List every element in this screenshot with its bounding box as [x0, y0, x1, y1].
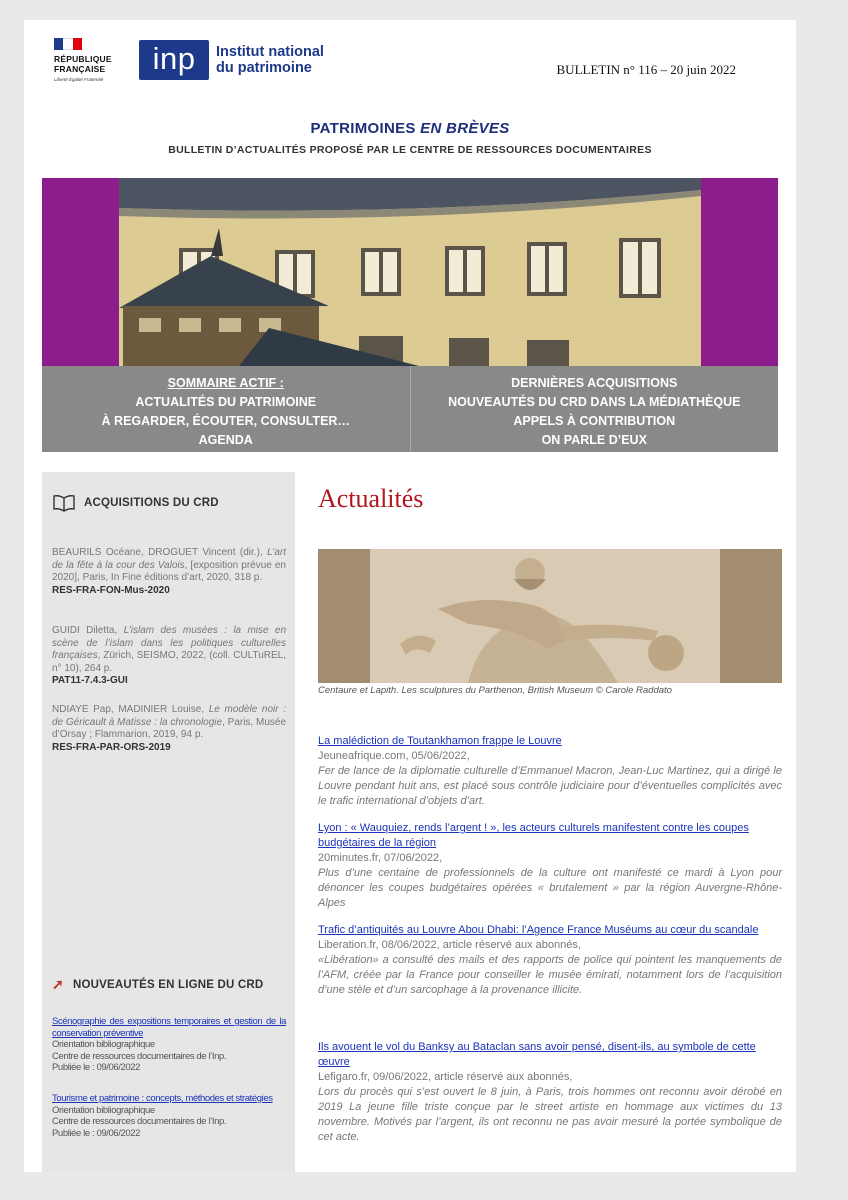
nouveautes-heading [52, 976, 263, 993]
article-source: Lefigaro.fr, 09/06/2022, article réservé aux abonnés, [318, 1071, 573, 1083]
nav-regarder-link[interactable]: À REGARDER, ÉCOUTER, CONSULTER… [101, 414, 350, 428]
bulletin-number: BULLETIN n° 116 – 20 juin 2022 [556, 62, 736, 77]
nouveaute-link[interactable]: Scénographie des expositions temporaires et gestion de la conservation préventive [52, 1016, 286, 1039]
republique-francaise-logo [54, 38, 124, 82]
rf-motto: Liberté Égalité Fraternité [54, 77, 104, 82]
summary-nav-left [42, 366, 410, 452]
acquisition-item [52, 625, 286, 688]
courtyard-photo-illustration [119, 178, 701, 366]
acquisitions-heading [52, 494, 219, 512]
article-summary: Lors du procès qui s’est ouvert le 8 juin, à Paris, trois hommes ont reconnu avoir dérobé en 2019 La jeune fille triste conçue par le street artiste en hommage aux victimes du 13 novembre. Motivés par l’argent, ils ont reconnu ne pas avoir mesuré la portée symbolique de cet acte. [318, 1086, 782, 1143]
centaur-lapith-relief-illustration [318, 549, 782, 683]
image-caption: Centaure et Lapith. Les sculptures du Parthenon, British Museum © Carole Raddato [318, 685, 672, 696]
news-article [318, 821, 782, 911]
inp-name-line-1: Institut national [216, 44, 324, 60]
sidebar [42, 472, 295, 1172]
open-book-icon [52, 494, 76, 512]
article-source: Liberation.fr, 08/06/2022, article réservé aux abonnés, [318, 939, 581, 951]
article-source: 20minutes.fr, 07/06/2022, [318, 852, 443, 864]
news-article [318, 734, 782, 809]
inp-logo-mark: inp [139, 40, 209, 80]
acq-call-number: RES-FRA-FON-Mus-2020 [52, 584, 170, 596]
acq-authors: GUIDI Diletta, [52, 625, 124, 636]
article-title-link[interactable]: Trafic d’antiquités au Louvre Abou Dhabi: l’Agence France Muséums au cœur du scandale [318, 924, 759, 936]
article-summary: «Libération» a consulté des mails et des rapports de police qui pointent les manquements de l’AFM, créée par la France pour conseiller le musée émirati, notamment lors de l’acquisition d’une stèle et d’un sarcophage à la provenance illicite. [318, 954, 782, 996]
acq-call-number: RES-FRA-PAR-ORS-2019 [52, 741, 171, 753]
acq-details: , Paris, Musée d’Orsay ; Flammarion, 2019, 94 p. [52, 716, 287, 740]
acquisitions-heading-label: ACQUISITIONS DU CRD [84, 497, 219, 509]
nouveaute-date: Publiée le : 09/06/2022 [52, 1127, 140, 1139]
masthead-subtitle: BULLETIN D’ACTUALITÉS PROPOSÉ PAR LE CENTRE DE RESSOURCES DOCUMENTAIRES [168, 144, 652, 156]
section-heading: Actualités [318, 484, 424, 513]
nav-appels-link[interactable]: APPELS À CONTRIBUTION [513, 414, 676, 428]
nouveaute-item [52, 1016, 286, 1074]
article-source: Jeuneafrique.com, 05/06/2022, [318, 750, 470, 762]
rf-name: RÉPUBLIQUE FRANÇAISE [54, 54, 112, 74]
nouveautes-heading-label: NOUVEAUTÉS EN LIGNE DU CRD [72, 978, 264, 991]
nouveaute-org: Centre de ressources documentaires de l’Inp. [52, 1116, 227, 1127]
page-header [24, 20, 796, 115]
summary-nav-right [410, 366, 779, 452]
acq-authors: BEAURILS Océane, DROGUET Vincent (dir.), [52, 547, 268, 558]
nav-actualites-link[interactable]: ACTUALITÉS DU PATRIMOINE [135, 395, 317, 409]
summary-nav [42, 366, 778, 452]
acq-title: L’islam des musées : la mise en scène de l’islam dans les politiques culturelles françaises [52, 625, 287, 661]
acq-call-number: PAT11-7.4.3-GUI [52, 675, 128, 686]
nouveaute-link[interactable]: Tourisme et patrimoine : concepts, méthodes et stratégies [52, 1093, 273, 1104]
article-title-link[interactable]: Lyon : « Wauquiez, rends l’argent ! », les acteurs culturels manifestent contre les coupes budgétaires de la région [318, 822, 749, 849]
acq-title: L’art de la fête à la cour des Valois [52, 547, 286, 571]
nav-nouveautes-link[interactable]: NOUVEAUTÉS DU CRD DANS LA MÉDIATHÈQUE [448, 395, 741, 409]
nav-agenda-link[interactable]: AGENDA [198, 433, 253, 447]
news-article [318, 1040, 782, 1145]
inp-logo [139, 40, 324, 80]
banner-photo [119, 178, 701, 366]
nouveaute-type: Orientation bibliographique [52, 1104, 155, 1116]
nouveaute-date: Publiée le : 09/06/2022 [52, 1062, 140, 1073]
nouveaute-type: Orientation bibliographique [52, 1039, 155, 1050]
french-flag-icon [54, 38, 82, 50]
featured-image [318, 549, 782, 683]
acq-authors: NDIAYE Pap, MADINIER Louise, [52, 704, 209, 715]
nav-parle-link[interactable]: ON PARLE D’EUX [541, 433, 647, 447]
banner [42, 178, 778, 366]
article-title-link[interactable]: Ils avouent le vol du Banksy au Bataclan sans avoir pensé, disent-ils, au symbole de cette œuvre [318, 1041, 756, 1068]
inp-name [216, 44, 324, 76]
nouveaute-org: Centre de ressources documentaires de l’Inp. [52, 1050, 227, 1062]
acquisition-item [52, 704, 286, 754]
acq-details: , [exposition prévue en 2020], Paris, In Fine éditions d’art, 2020, 318 p. [52, 559, 286, 583]
acq-details: , Zürich, SEISMO, 2022, (coll. CULTuREL, n° 10), 264 p. [52, 650, 286, 674]
masthead-title-main: PATRIMOINES [310, 120, 421, 137]
masthead [24, 120, 796, 156]
inp-name-line-2: du patrimoine [216, 60, 312, 76]
article-summary: Fer de lance de la diplomatie culturelle d’Emmanuel Macron, Jean-Luc Martinez, qui a dirigé le Louvre pendant huit ans, est placé sous contrôle judiciaire pour d’éventuelles complicités avec le trafic international d’objets d’art. [318, 765, 782, 807]
article-summary: Plus d’une centaine de professionnels de la culture ont manifesté ce mardi à Lyon pour dénoncer les coupes budgétaires opérées « brutalement » par la région Auvergne-Rhône-Alpes [318, 867, 782, 909]
nav-summary-heading[interactable] [42, 374, 410, 393]
nav-summary-heading-label[interactable]: SOMMAIRE ACTIF : [167, 376, 284, 390]
arrow-up-right-icon: ➚ [52, 976, 64, 992]
news-article [318, 923, 782, 998]
bulletin-page [24, 20, 796, 1172]
masthead-title-italic: EN BRÈVES [420, 120, 510, 137]
article-title-link[interactable]: La malédiction de Toutankhamon frappe le Louvre [318, 735, 562, 747]
acq-title: Le modèle noir : de Géricault à Matisse : la chronologie [52, 704, 287, 728]
acquisition-item [52, 547, 286, 597]
nouveaute-item [52, 1093, 286, 1139]
nav-acquisitions-link[interactable]: DERNIÈRES ACQUISITIONS [511, 376, 678, 390]
masthead-title [24, 120, 796, 137]
